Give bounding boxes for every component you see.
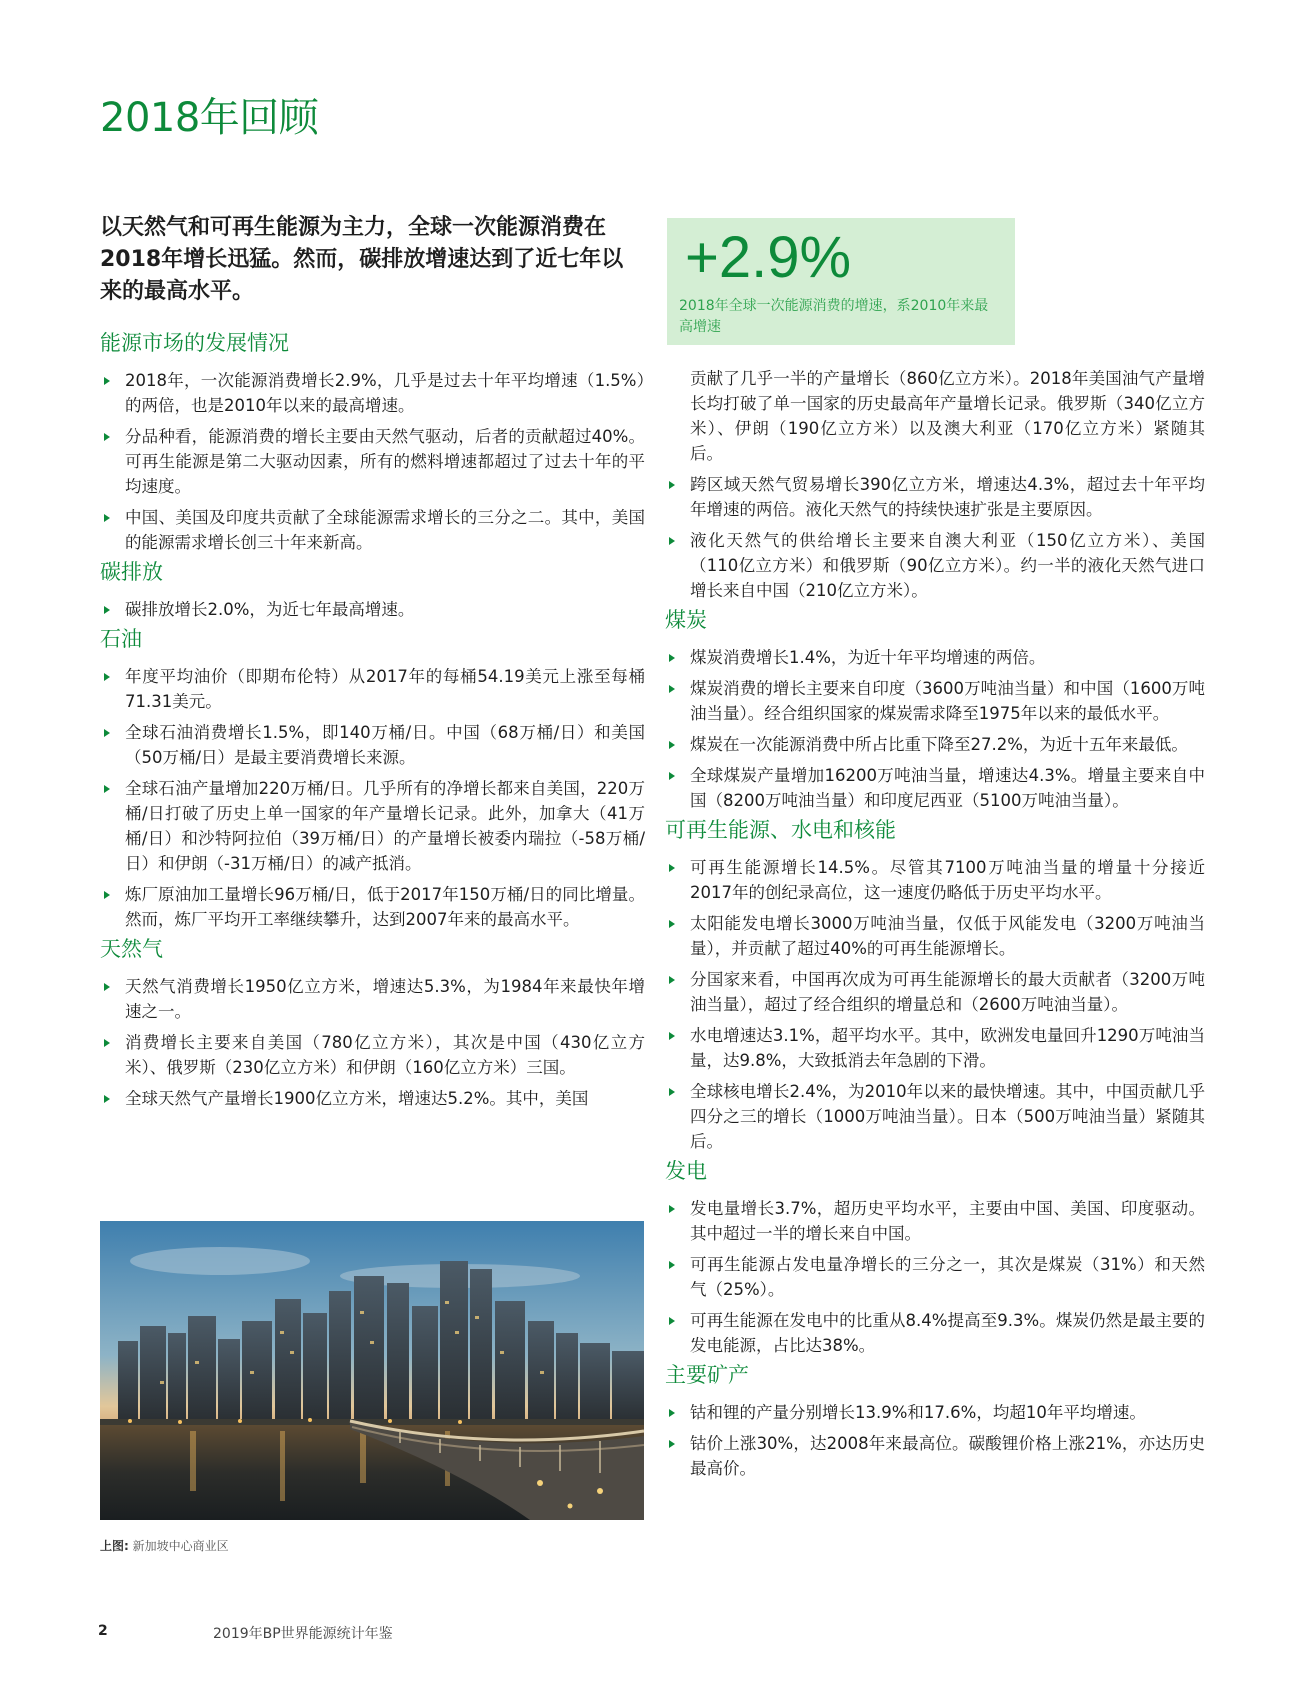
bullet-list bbox=[665, 1196, 1205, 1358]
list-item: 消费增长主要来自美国（780亿立方米），其次是中国（430亿立方米）、俄罗斯（230亿立方米）和伊朗（160亿立方米）三国。 bbox=[100, 1030, 645, 1080]
list-item: 煤炭消费增长1.4%，为近十年平均增速的两倍。 bbox=[665, 645, 1205, 670]
list-item: 全球煤炭产量增加16200万吨油当量，增速达4.3%。增量主要来自中国（8200万吨油当量）和印度尼西亚（5100万吨油当量）。 bbox=[665, 763, 1205, 813]
bullet-arrow-icon bbox=[104, 1039, 110, 1047]
bullet-list bbox=[665, 645, 1205, 813]
bullet-arrow-icon bbox=[104, 1095, 110, 1103]
bullet-list bbox=[665, 472, 1205, 603]
bullet-arrow-icon bbox=[669, 1088, 675, 1096]
section-heading-carbon: 碳排放 bbox=[100, 560, 163, 584]
bullet-arrow-icon bbox=[669, 772, 675, 780]
bullet-list bbox=[100, 368, 645, 555]
bullet-arrow-icon bbox=[669, 976, 675, 984]
bullet-arrow-icon bbox=[669, 1261, 675, 1269]
right-column bbox=[665, 366, 1205, 1487]
list-item: 钴价上涨30%，达2008年来最高位。碳酸锂价格上涨21%，亦达历史最高价。 bbox=[665, 1431, 1205, 1481]
list-item: 液化天然气的供给增长主要来自澳大利亚（150亿立方米）、美国（110亿立方米）和俄罗斯（90亿立方米）。约一半的液化天然气进口增长来自中国（210亿立方米）。 bbox=[665, 528, 1205, 603]
bullet-arrow-icon bbox=[669, 654, 675, 662]
list-item: 分国家来看，中国再次成为可再生能源增长的最大贡献者（3200万吨油当量），超过了经合组织的增量总和（2600万吨油当量）。 bbox=[665, 967, 1205, 1017]
list-item: 全球石油产量增加220万桶/日。几乎所有的净增长都来自美国，220万桶/日打破了历史上单一国家的年产量增长记录。此外，加拿大（41万桶/日）和沙特阿拉伯（39万桶/日）的产量增长被委内瑞拉（-58万桶/日）和伊朗（-31万桶/日）的减产抵消。 bbox=[100, 776, 645, 876]
bullet-arrow-icon bbox=[104, 514, 110, 522]
section-heading-energy-market: 能源市场的发展情况 bbox=[100, 331, 289, 355]
bullet-list bbox=[665, 855, 1205, 1154]
list-item: 可再生能源占发电量净增长的三分之一，其次是煤炭（31%）和天然气（25%）。 bbox=[665, 1252, 1205, 1302]
bullet-arrow-icon bbox=[669, 685, 675, 693]
list-item: 年度平均油价（即期布伦特）从2017年的每桶54.19美元上涨至每桶71.31美元。 bbox=[100, 664, 645, 714]
gas-continuation-text: 贡献了几乎一半的产量增长（860亿立方米）。2018年美国油气产量增长均打破了单一国家的历史最高年产量增长记录。俄罗斯（340亿立方米）、伊朗（190亿立方米）以及澳大利亚（170亿立方米）紧随其后。 bbox=[690, 369, 1205, 463]
list-item: 跨区域天然气贸易增长390亿立方米，增速达4.3%，超过去十年平均年增速的两倍。液化天然气的持续快速扩张是主要原因。 bbox=[665, 472, 1205, 522]
bullet-list bbox=[100, 664, 645, 932]
section-heading-renewables: 可再生能源、水电和核能 bbox=[665, 818, 896, 842]
section-heading-minerals: 主要矿产 bbox=[665, 1363, 749, 1387]
list-item: 煤炭在一次能源消费中所占比重下降至27.2%，为近十五年来最低。 bbox=[665, 732, 1205, 757]
list-item: 天然气消费增长1950亿立方米，增速达5.3%，为1984年来最快年增速之一。 bbox=[100, 974, 645, 1024]
list-item: 水电增速达3.1%，超平均水平。其中，欧洲发电量回升1290万吨油当量，达9.8%，大致抵消去年急剧的下滑。 bbox=[665, 1023, 1205, 1073]
section-heading-power: 发电 bbox=[665, 1159, 707, 1183]
bullet-arrow-icon bbox=[669, 1409, 675, 1417]
section-heading-natural-gas: 天然气 bbox=[100, 937, 163, 961]
list-item: 分品种看，能源消费的增长主要由天然气驱动，后者的贡献超过40%。可再生能源是第二大驱动因素，所有的燃料增速都超过了过去十年的平均速度。 bbox=[100, 424, 645, 499]
bullet-arrow-icon bbox=[104, 729, 110, 737]
intro-paragraph: 以天然气和可再生能源为主力，全球一次能源消费在2018年增长迅猛。然而，碳排放增速达到了近七年以来的最高水平。 bbox=[100, 215, 624, 304]
callout-value: +2.9% bbox=[685, 225, 852, 290]
list-item: 中国、美国及印度共贡献了全球能源需求增长的三分之二。其中，美国的能源需求增长创三十年来新高。 bbox=[100, 505, 645, 555]
bullet-arrow-icon bbox=[669, 1032, 675, 1040]
left-column bbox=[100, 330, 645, 1117]
bullet-arrow-icon bbox=[669, 1205, 675, 1213]
bullet-arrow-icon bbox=[669, 920, 675, 928]
bullet-list bbox=[100, 974, 645, 1111]
caption-label: 上图: bbox=[100, 1539, 129, 1553]
section-heading-coal: 煤炭 bbox=[665, 608, 707, 632]
bullet-list bbox=[100, 597, 645, 622]
bullet-arrow-icon bbox=[104, 983, 110, 991]
list-item: 全球石油消费增长1.5%，即140万桶/日。中国（68万桶/日）和美国（50万桶/日）是最主要消费增长来源。 bbox=[100, 720, 645, 770]
page-number: 2 bbox=[98, 1623, 108, 1639]
list-item: 炼厂原油加工量增长96万桶/日，低于2017年150万桶/日的同比增量。然而，炼厂平均开工率继续攀升，达到2007年来的最高水平。 bbox=[100, 882, 645, 932]
list-item: 全球核电增长2.4%，为2010年以来的最快增速。其中，中国贡献几乎四分之三的增长（1000万吨油当量）。日本（500万吨油当量）紧随其后。 bbox=[665, 1079, 1205, 1154]
page-title: 2018年回顾 bbox=[100, 95, 319, 141]
bullet-arrow-icon bbox=[104, 377, 110, 385]
bullet-arrow-icon bbox=[104, 673, 110, 681]
photo-caption bbox=[100, 1537, 229, 1554]
list-item: 可再生能源增长14.5%。尽管其7100万吨油当量的增量十分接近2017年的创纪录高位，这一速度仍略低于历史平均水平。 bbox=[665, 855, 1205, 905]
list-item: 煤炭消费的增长主要来自印度（3600万吨油当量）和中国（1600万吨油当量）。经合组织国家的煤炭需求降至1975年以来的最低水平。 bbox=[665, 676, 1205, 726]
caption-text: 新加坡中心商业区 bbox=[132, 1539, 229, 1553]
singapore-cbd-photo bbox=[100, 1221, 644, 1520]
list-item: 全球天然气产量增长1900亿立方米，增速达5.2%。其中，美国 bbox=[100, 1086, 645, 1111]
bullet-arrow-icon bbox=[104, 433, 110, 441]
bullet-arrow-icon bbox=[104, 785, 110, 793]
section-heading-oil: 石油 bbox=[100, 627, 142, 651]
bullet-list bbox=[665, 1400, 1205, 1481]
list-item: 太阳能发电增长3000万吨油当量，仅低于风能发电（3200万吨油当量），并贡献了超过40%的可再生能源增长。 bbox=[665, 911, 1205, 961]
highlight-callout bbox=[667, 218, 1015, 345]
list-item: 钴和锂的产量分别增长13.9%和17.6%，均超10年平均增速。 bbox=[665, 1400, 1205, 1425]
callout-text: 2018年全球一次能源消费的增速，系2010年来最高增速 bbox=[679, 298, 989, 335]
list-item: 发电量增长3.7%，超历史平均水平，主要由中国、美国、印度驱动。其中超过一半的增长来自中国。 bbox=[665, 1196, 1205, 1246]
list-item: 2018年，一次能源消费增长2.9%，几乎是过去十年平均增速（1.5%）的两倍，也是2010年以来的最高增速。 bbox=[100, 368, 645, 418]
bullet-arrow-icon bbox=[669, 1440, 675, 1448]
bullet-arrow-icon bbox=[669, 481, 675, 489]
bullet-arrow-icon bbox=[104, 606, 110, 614]
bullet-arrow-icon bbox=[669, 1317, 675, 1325]
bullet-arrow-icon bbox=[669, 537, 675, 545]
bullet-arrow-icon bbox=[669, 864, 675, 872]
publication-title: 2019年BP世界能源统计年鉴 bbox=[213, 1626, 393, 1642]
list-item: 碳排放增长2.0%，为近七年最高增速。 bbox=[100, 597, 645, 622]
list-item: 可再生能源在发电中的比重从8.4%提高至9.3%。煤炭仍然是最主要的发电能源，占比达38%。 bbox=[665, 1308, 1205, 1358]
bullet-arrow-icon bbox=[104, 891, 110, 899]
bullet-arrow-icon bbox=[669, 741, 675, 749]
